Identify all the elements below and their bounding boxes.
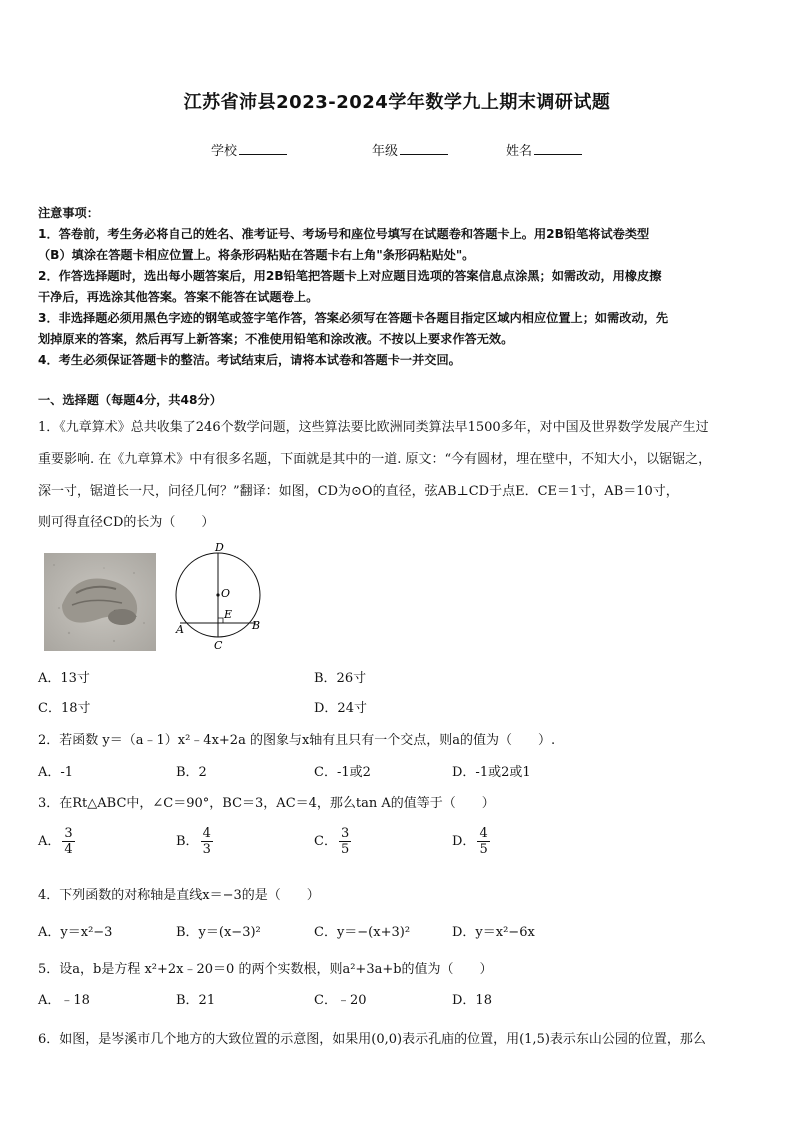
notes-line: 干净后，再选涂其他答案。答案不能答在试题卷上。 [38, 290, 319, 304]
option-d[interactable]: D．-1或2或1 [452, 765, 531, 780]
grade-label: 年级 [372, 144, 399, 159]
option-a[interactable]: A．-1 [38, 765, 74, 780]
question-1-line: 则可得直径CD的长为（ ） [38, 515, 215, 530]
name-field[interactable] [506, 140, 582, 159]
question-2: 2．若函数 y＝（a﹣1）x²﹣4x+2a 的图象与x轴有且只有一个交点，则a的值为（ ）. [38, 733, 556, 748]
page-title: 江苏省沛县2023-2024学年数学九上期末调研试题 [183, 92, 611, 113]
school-label: 学校 [211, 144, 238, 159]
question-6: 6．如图，是岑溪市几个地方的大致位置的示意图，如果用(0,0)表示孔庙的位置，用(1,5)表示东山公园的位置，那么 [38, 1032, 706, 1047]
option-a[interactable] [38, 826, 77, 857]
option-d[interactable]: D．24寸 [314, 701, 367, 716]
question-1-line: 1．《九章算术》总共收集了246个数学问题，这些算法要比欧洲同类算法早1500多年，对中国及世界数学发展产生过 [38, 420, 709, 435]
option-b[interactable]: B．21 [176, 993, 216, 1008]
fraction: $\frac{3}{4}$ [64, 826, 73, 857]
label-d: D [215, 541, 224, 554]
question-1-line: 重要影响. 在《九章算术》中有很多名题，下面就是其中的一道. 原文：“今有圆材，埋在壁中，不知大小，以锯锯之， [38, 452, 712, 467]
option-b[interactable]: B．26寸 [314, 671, 367, 686]
option-label: C． [314, 834, 337, 849]
notes-line: （B）填涂在答题卡相应位置上。将条形码粘贴在答题卡右上角"条形码粘贴处"。 [38, 248, 475, 262]
fraction: $\frac{3}{5}$ [340, 826, 350, 857]
option-d[interactable]: D．18 [452, 993, 492, 1008]
option-c[interactable]: C．﹣20 [314, 993, 367, 1008]
notes-line: 3．非选择题必须用黑色字迹的钢笔或签字笔作答，答案必须写在答题卡各题目指定区域内相应位置上；如需改动，先 [38, 311, 669, 325]
label-a: A [176, 623, 184, 636]
label-o: O [221, 587, 231, 600]
question-1-line: 深一寸，锯道长一尺，问径几何？”翻译：如图，CD为⊙O的直径，弦AB⊥CD于点E．CE＝1寸，AB＝10寸， [38, 484, 679, 499]
option-b[interactable]: B．y＝(x−3)² [176, 925, 261, 940]
log-photo [44, 553, 156, 651]
option-label: B． [176, 834, 199, 849]
option-c[interactable]: C．-1或2 [314, 765, 371, 780]
option-a[interactable]: A．y＝x²−3 [38, 925, 113, 940]
school-field[interactable] [211, 140, 287, 159]
option-b[interactable] [176, 826, 215, 857]
option-d[interactable] [452, 826, 492, 857]
question-3: 3．在Rt△ABC中，∠C＝90°，BC＝3，AC＝4，那么tan A的值等于（ ） [38, 796, 495, 811]
circle-diagram [166, 540, 270, 655]
option-c[interactable]: C．y＝−(x+3)² [314, 925, 411, 940]
question-4: 4．下列函数的对称轴是直线x＝−3的是（ ） [38, 888, 320, 903]
option-c[interactable]: C．18寸 [38, 701, 91, 716]
notes-line: 1．答卷前，考生务必将自己的姓名、准考证号、考场号和座位号填写在试题卷和答题卡上。用2B铅笔将试卷类型 [38, 227, 650, 241]
notes-line: 划掉原来的答案，然后再写上新答案；不准使用铅笔和涂改液。不按以上要求作答无效。 [38, 332, 514, 346]
option-label: D． [452, 834, 476, 849]
option-b[interactable]: B．2 [176, 765, 207, 780]
fraction: $\frac{4}{3}$ [202, 826, 211, 857]
notes-line: 4．考生必须保证答题卡的整洁。考试结束后，请将本试卷和答题卡一并交回。 [38, 353, 461, 367]
option-a[interactable]: A．﹣18 [38, 993, 90, 1008]
name-label: 姓名 [506, 144, 533, 159]
option-c[interactable] [314, 826, 353, 857]
option-label: A． [38, 834, 61, 849]
option-d[interactable]: D．y＝x²−6x [452, 925, 535, 940]
fraction: $\frac{4}{5}$ [479, 826, 488, 857]
section-heading: 一、选择题（每题4分，共48分） [38, 393, 222, 407]
grade-field[interactable] [372, 140, 448, 159]
question-5: 5．设a，b是方程 x²+2x﹣20＝0 的两个实数根，则a²+3a+b的值为（ ） [38, 962, 493, 977]
label-e: E [224, 608, 233, 621]
label-b: B [252, 619, 261, 632]
option-a[interactable]: A．13寸 [38, 671, 90, 686]
notes-heading: 注意事项： [38, 206, 99, 220]
label-c: C [214, 639, 223, 652]
notes-line: 2．作答选择题时，选出每小题答案后，用2B铅笔把答题卡上对应题目选项的答案信息点涂黑；如需改动，用橡皮擦 [38, 269, 662, 283]
